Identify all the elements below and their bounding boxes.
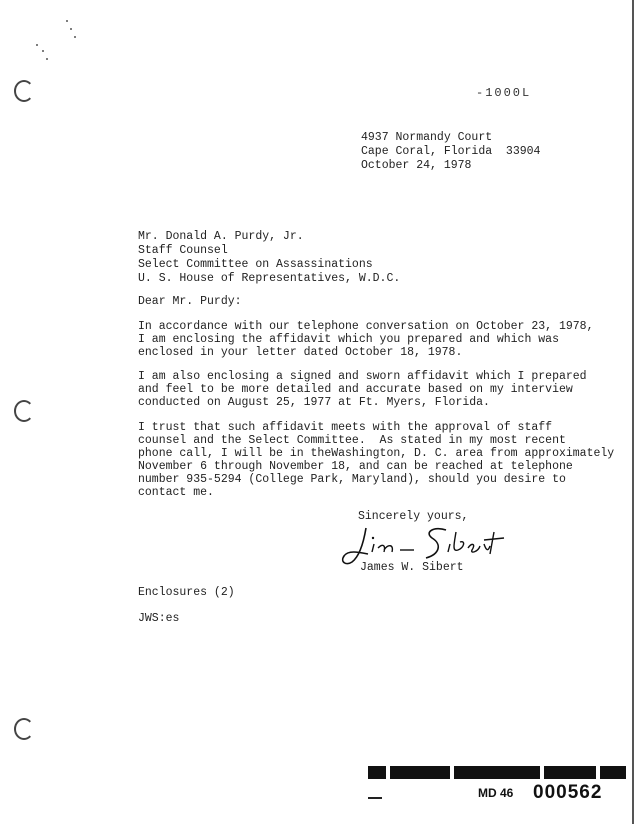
paragraph-line: I trust that such affidavit meets with the approval of staff [138,421,553,434]
punch-hole-top [14,80,34,102]
typist-initials: JWS:es [138,612,180,625]
punch-hole-bottom [14,718,34,740]
paragraph-line: November 6 through November 18, and can be reached at telephone [138,460,573,473]
sender-city: Cape Coral, Florida 33904 [361,145,541,158]
paragraph-line: I am enclosing the affidavit which you prepared and which was [138,333,559,346]
paragraph-line: and feel to be more detailed and accurate based on my interview [138,383,573,396]
footer-dash [368,797,382,799]
md-label: MD 46 [478,786,514,800]
document-number: 000562 [533,782,603,803]
top-handwritten-mark: -1000L [476,86,532,100]
paragraph-line: In accordance with our telephone conversation on October 23, 1978, [138,320,594,333]
paragraph-line: number 935-5294 (College Park, Maryland), should you desire to [138,473,566,486]
redaction-bar [368,766,626,779]
signer-name: James W. Sibert [360,561,464,574]
punch-hole-middle [14,400,34,422]
recipient-house: U. S. House of Representatives, W.D.C. [138,272,401,285]
sender-street: 4937 Normandy Court [361,131,493,144]
paragraph-line: contact me. [138,486,214,499]
scan-specks [30,18,90,78]
page-edge-line [632,0,634,824]
salutation: Dear Mr. Purdy: [138,295,242,308]
paragraph-line: conducted on August 25, 1977 at Ft. Myers, Florida. [138,396,490,409]
paragraph-line: counsel and the Select Committee. As stated in my most recent [138,434,566,447]
recipient-title: Staff Counsel [138,244,228,257]
letter-date: October 24, 1978 [361,159,472,172]
recipient-committee: Select Committee on Assassinations [138,258,373,271]
paragraph-line: I am also enclosing a signed and sworn affidavit which I prepared [138,370,587,383]
enclosures-note: Enclosures (2) [138,586,235,599]
closing: Sincerely yours, [358,510,469,523]
paragraph-line: enclosed in your letter dated October 18, 1978. [138,346,463,359]
recipient-name: Mr. Donald A. Purdy, Jr. [138,230,304,243]
paragraph-line: phone call, I will be in theWashington, D. C. area from approximately [138,447,615,460]
